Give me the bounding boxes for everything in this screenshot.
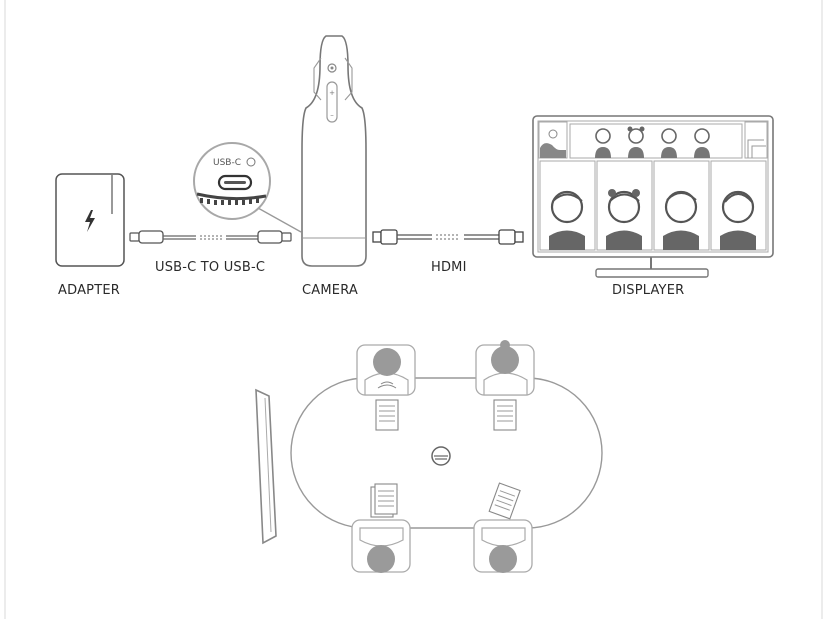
- display-label: DISPLAYER: [612, 283, 685, 298]
- meeting-table: [291, 378, 602, 528]
- usb-cable-label: USB-C TO USB-C: [155, 260, 266, 275]
- usb-c-port-zoom: [194, 143, 301, 232]
- port-label: USB-C: [213, 158, 242, 168]
- adapter-label: ADAPTER: [58, 283, 120, 298]
- camera: [302, 36, 366, 266]
- hdmi-cable-label: HDMI: [431, 260, 467, 275]
- usb-c-cable: [130, 231, 291, 243]
- display: [533, 116, 773, 277]
- svg-text:–: –: [330, 111, 334, 119]
- adapter: [56, 174, 124, 266]
- room-display-side: [256, 390, 276, 543]
- camera-label: CAMERA: [302, 283, 358, 298]
- hdmi-cable: [373, 230, 523, 244]
- svg-text:+: +: [329, 89, 335, 97]
